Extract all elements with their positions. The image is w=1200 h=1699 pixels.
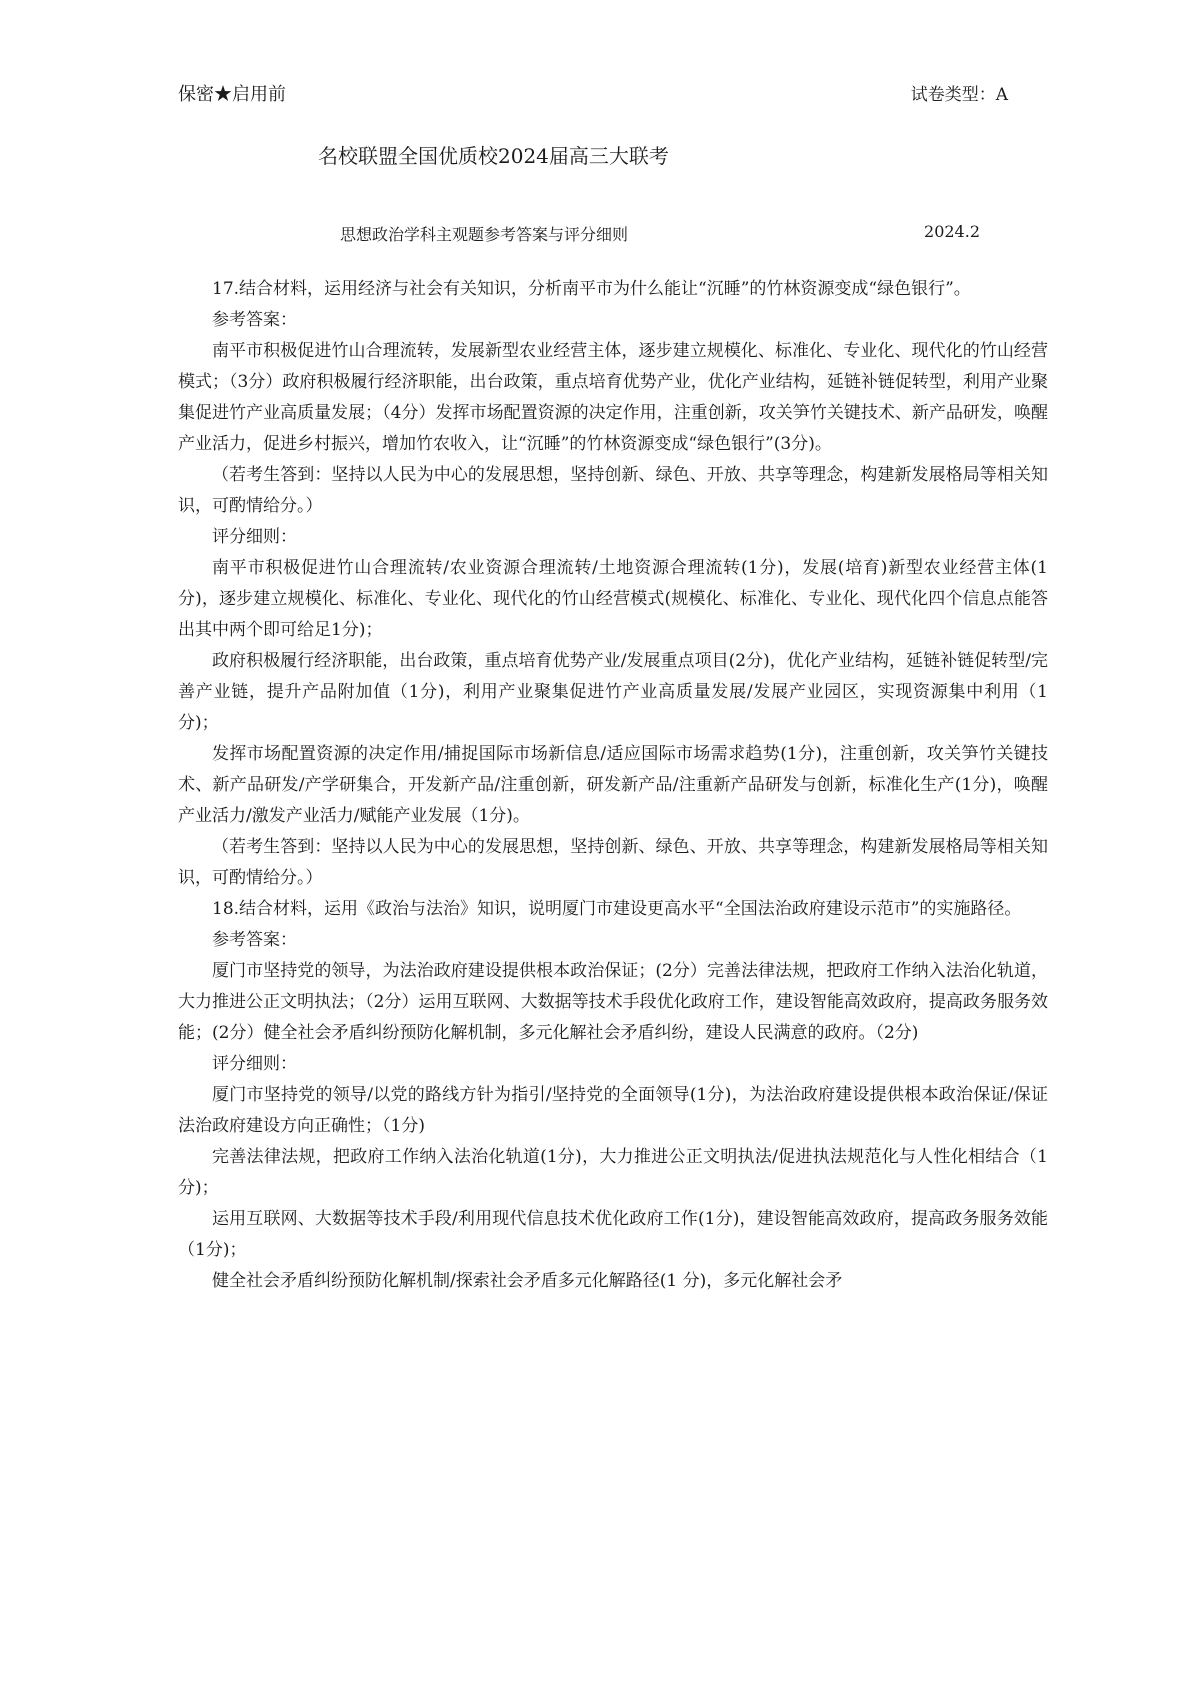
q17-rubric-item: 政府积极履行经济职能，出台政策，重点培育优势产业/发展重点项目(2分)，优化产业结构，延链补链促转型/完善产业链，提升产品附加值（1分)，利用产业聚集促进竹产业高质量发展/发展产业园区，实现资源集中利用（1分)； [178, 651, 1048, 733]
question-18: 18.结合材料，运用《政治与法治》知识，说明厦门市建设更高水平“全国法治政府建设示范市”的实施路径。 [212, 899, 1022, 919]
paper-type: 试卷类型：A [910, 85, 1008, 105]
page-header [178, 80, 1008, 106]
q17-rubric-item: 发挥市场配置资源的决定作用/捕捉国际市场新信息/适应国际市场需求趋势(1分)，注重创新，攻关笋竹关键技术、新产品研发/产学研集合，开发新产品/注重创新，研发新产品/注重新产品研发与创新，标准化生产(1分)，唤醒产业活力/激发产业活力/赋能产业发展（1分)。 [178, 744, 1048, 826]
exam-title: 名校联盟全国优质校2024届高三大联考 [318, 144, 669, 168]
q18-rubric-item: 厦门市坚持党的领导/以党的路线方针为指引/坚持党的全面领导(1分)，为法治政府建设提供根本政治保证/保证法治政府建设方向正确性；（1分) [178, 1085, 1048, 1136]
q18-rubric-item: 运用互联网、大数据等技术手段/利用现代信息技术优化政府工作(1分)，建设智能高效政府，提高政务服务效能（1分)； [178, 1209, 1048, 1260]
question-17: 17.结合材料，运用经济与社会有关知识，分析南平市为什么能让“沉睡”的竹林资源变成“绿色银行”。 [212, 279, 971, 299]
q18-rubric-label: 评分细则： [212, 1054, 297, 1074]
q18-rubric-item: 健全社会矛盾纠纷预防化解机制/探索社会矛盾多元化解路径(1 分)，多元化解社会矛 [212, 1271, 843, 1291]
q17-answer-note: （若考生答到：坚持以人民为中心的发展思想，坚持创新、绿色、开放、共享等理念，构建新发展格局等相关知识，可酌情给分。） [178, 465, 1048, 516]
q18-answer-label: 参考答案： [212, 930, 297, 950]
q17-rubric-label: 评分细则： [212, 527, 297, 547]
document-date: 2024.2 [924, 222, 980, 241]
q18-answer: 厦门市坚持党的领导，为法治政府建设提供根本政治保证；(2分）完善法律法规，把政府工作纳入法治化轨道，大力推进公正文明执法；（2分）运用互联网、大数据等技术手段优化政府工作，建设智能高效政府，提高政务服务效能；(2分）健全社会矛盾纠纷预防化解机制，多元化解社会矛盾纠纷，建设人民满意的政府。（2分) [178, 961, 1048, 1043]
q18-rubric-item: 完善法律法规，把政府工作纳入法治化轨道(1分)，大力推进公正文明执法/促进执法规范化与人性化相结合（1分)； [178, 1147, 1048, 1198]
q17-rubric-note: （若考生答到：坚持以人民为中心的发展思想，坚持创新、绿色、开放、共享等理念，构建新发展格局等相关知识，可酌情给分。） [178, 837, 1048, 888]
q17-rubric-item: 南平市积极促进竹山合理流转/农业资源合理流转/土地资源合理流转(1分)，发展(培育)新型农业经营主体(1分)，逐步建立规模化、标准化、专业化、现代化的竹山经营模式(规模化、标准化、专业化、现代化四个信息点能答出其中两个即可给足1分)； [178, 558, 1048, 640]
confidential-mark: 保密★启用前 [178, 84, 286, 105]
subtitle-row [340, 222, 980, 246]
document-subtitle: 思想政治学科主观题参考答案与评分细则 [340, 225, 629, 244]
document-body [178, 274, 1048, 1297]
q17-answer-label: 参考答案： [212, 310, 297, 330]
q17-answer: 南平市积极促进竹山合理流转，发展新型农业经营主体，逐步建立规模化、标准化、专业化、现代化的竹山经营模式；（3分）政府积极履行经济职能，出台政策，重点培育优势产业，优化产业结构，延链补链促转型，利用产业聚集促进竹产业高质量发展；（4分）发挥市场配置资源的决定作用，注重创新，攻关笋竹关键技术、新产品研发，唤醒产业活力，促进乡村振兴，增加竹农收入，让“沉睡”的竹林资源变成“绿色银行”(3分)。 [178, 341, 1048, 454]
